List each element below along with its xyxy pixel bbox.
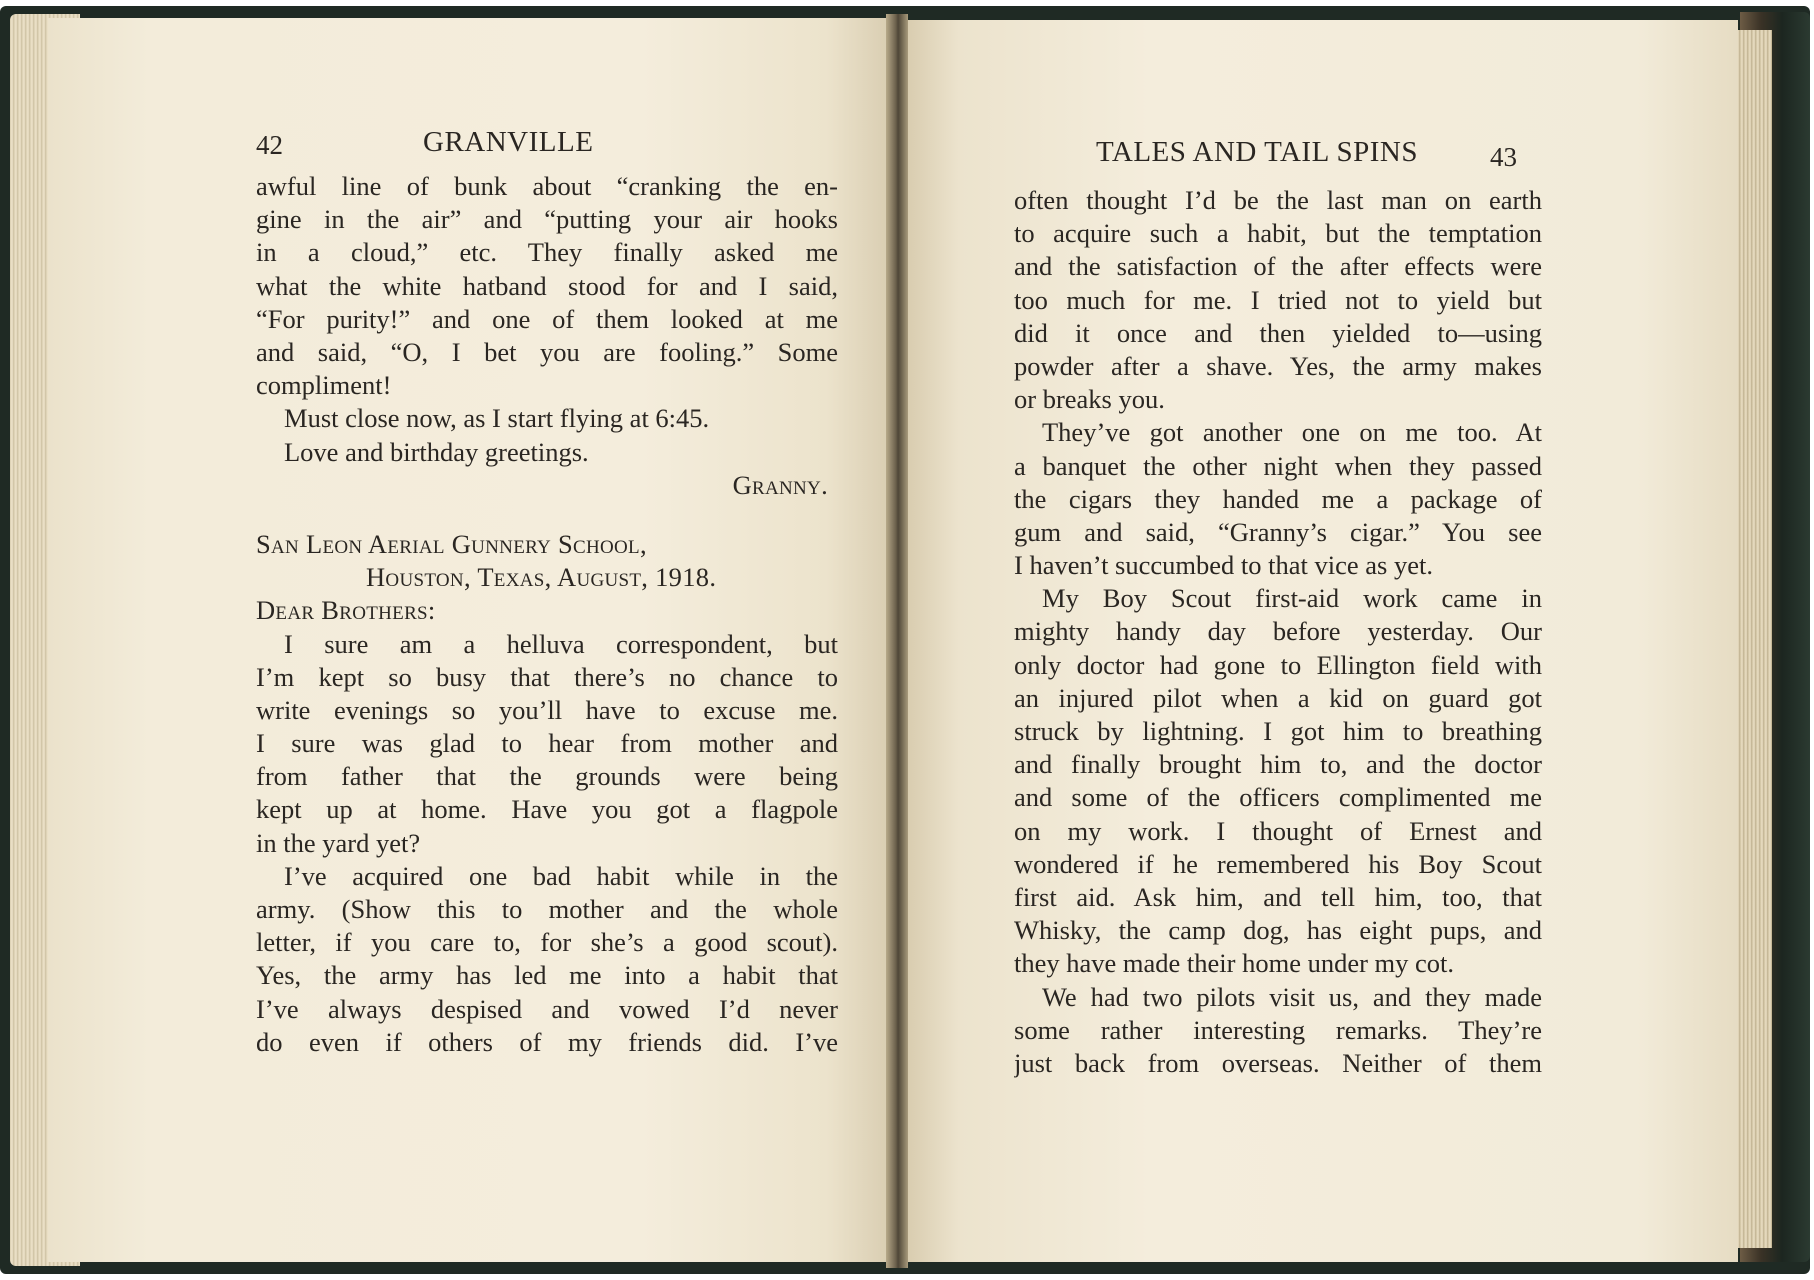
text-line: gine in the air” and “putting your air hooks [256,204,838,235]
text-line: I sure was glad to hear from mother and [256,728,838,759]
text-line: I haven’t succumbed to that vice as yet. [1014,550,1433,581]
text-line: letter, if you care to, for she’s a good scout). [256,927,838,958]
left-page-number: 42 [256,130,283,160]
left-body-text [256,170,838,1059]
text-line: struck by lightning. I got him to breathing [1014,716,1542,747]
text-line: Love and birthday greetings. [284,436,589,467]
text-line: We had two pilots visit us, and they made [1042,981,1542,1012]
text-line: “For purity!” and one of them looked at me [256,303,838,334]
text-line: powder after a shave. Yes, the army makes [1014,350,1542,381]
text-line: They’ve got another one on me too. At [1042,417,1542,448]
book-gutter [886,14,908,1268]
left-running-head: GRANVILLE [423,126,594,158]
text-line: what the white hatband stood for and I said, [256,270,838,301]
text-line: in a cloud,” etc. They finally asked me [256,237,838,268]
text-line: Yes, the army has led me into a habit that [256,960,838,991]
text-line: write evenings so you’ll have to excuse me. [256,694,838,725]
text-line: and the satisfaction of the after effects were [1014,251,1542,282]
text-line: army. (Show this to mother and the whole [256,894,838,925]
text-line: Must close now, as I start flying at 6:45. [284,403,710,434]
text-line: they have made their home under my cot. [1014,948,1455,979]
text-line: Houston, Texas, August, 1918. [366,562,717,593]
text-line: I’m kept so busy that there’s no chance to [256,661,838,692]
text-line: I sure am a helluva correspondent, but [284,628,838,659]
text-line: gum and said, “Granny’s cigar.” You see [1014,516,1542,547]
text-line [256,502,838,528]
text-line: do even if others of my friends did. I’ve [256,1026,838,1057]
text-line: some rather interesting remarks. They’re [1014,1014,1542,1045]
text-line: Whisky, the camp dog, has eight pups, and [1014,915,1542,946]
text-line: often thought I’d be the last man on earth [1014,185,1542,215]
left-page [48,18,894,1262]
text-line: Granny. [732,469,828,500]
text-line: wondered if he remembered his Boy Scout [1014,848,1542,879]
right-page-number: 43 [1490,142,1517,172]
right-body-text [1014,184,1542,1080]
right-running-head: TALES AND TAIL SPINS [1096,136,1418,168]
text-line: too much for me. I tried not to yield but [1014,284,1542,315]
text-line: from father that the grounds were being [256,761,838,792]
text-line: mighty handy day before yesterday. Our [1014,616,1542,647]
text-line: kept up at home. Have you got a flagpole [256,794,838,825]
text-line: Dear Brothers: [256,595,436,626]
text-line: in the yard yet? [256,827,421,858]
text-line: San Leon Aerial Gunnery School, [256,528,647,559]
text-line: just back from overseas. Neither of them [1014,1047,1542,1078]
text-line: to acquire such a habit, but the temptation [1014,218,1542,249]
text-line: I’ve always despised and vowed I’d never [256,993,838,1024]
text-line: first aid. Ask him, and tell him, too, that [1014,881,1542,912]
text-line: and finally brought him to, and the doctor [1014,749,1542,780]
right-page [900,20,1738,1262]
text-line: an injured pilot when a kid on guard got [1014,682,1542,713]
text-line: My Boy Scout first-aid work came in [1042,583,1542,614]
text-line: only doctor had gone to Ellington field with [1014,649,1542,680]
text-line: awful line of bunk about “cranking the en- [256,171,838,201]
text-line: compliment! [256,370,392,401]
text-line: a banquet the other night when they passed [1014,450,1542,481]
text-line: or breaks you. [1014,384,1165,415]
text-line: the cigars they handed me a package of [1014,483,1542,514]
text-line: and said, “O, I bet you are fooling.” Some [256,336,838,367]
text-line: and some of the officers complimented me [1014,782,1542,813]
text-line: on my work. I thought of Ernest and [1014,815,1542,846]
text-line: did it once and then yielded to—using [1014,317,1542,348]
text-line: I’ve acquired one bad habit while in the [284,860,838,891]
